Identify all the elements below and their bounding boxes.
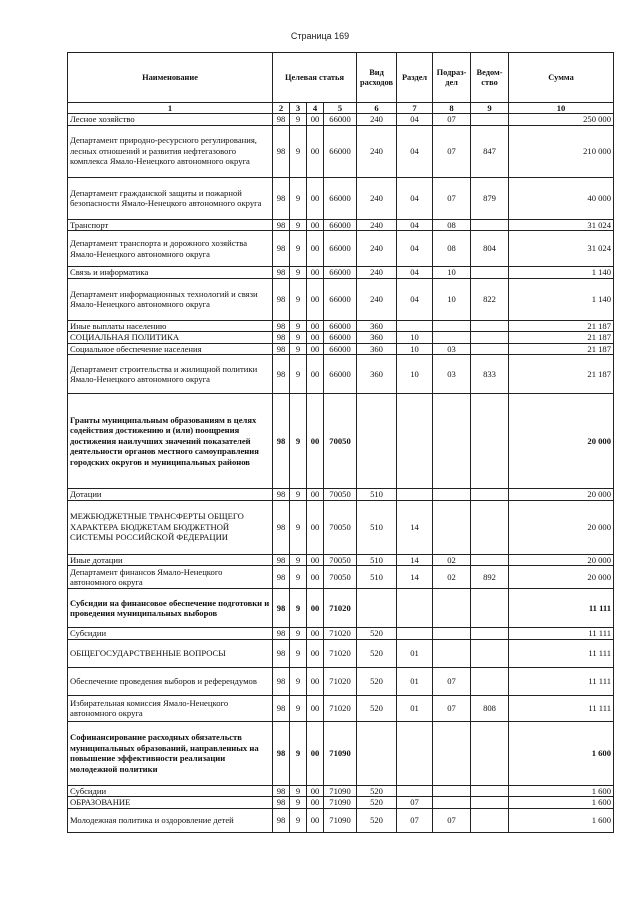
- cell-department: [471, 219, 509, 231]
- cell-subsection: [433, 639, 471, 667]
- cell-expense-type: 520: [357, 785, 397, 797]
- col-number: 10: [509, 103, 614, 114]
- cell-department: [471, 554, 509, 566]
- cell-expense-type: 240: [357, 278, 397, 320]
- column-number-row: [68, 103, 614, 114]
- cell-section: [397, 785, 433, 797]
- cell-expense-type: 510: [357, 500, 397, 554]
- cell-target-2: 9: [290, 721, 307, 785]
- cell-target-2: 9: [290, 695, 307, 721]
- cell-target-2: 9: [290, 589, 307, 628]
- cell-name: МЕЖБЮДЖЕТНЫЕ ТРАНСФЕРТЫ ОБЩЕГО ХАРАКТЕРА БЮДЖЕТАМ БЮДЖЕТНОЙ СИСТЕМЫ РОССИЙСКОЙ ФЕДЕРАЦИИ: [68, 500, 273, 554]
- table-row: [68, 628, 614, 640]
- cell-department: 833: [471, 355, 509, 394]
- table-row: [68, 343, 614, 355]
- cell-section: 04: [397, 177, 433, 219]
- cell-subsection: 10: [433, 278, 471, 320]
- cell-target-3: 00: [307, 355, 324, 394]
- cell-target-4: 71090: [324, 721, 357, 785]
- cell-target-4: 66000: [324, 125, 357, 177]
- cell-sum: 250 000: [509, 114, 614, 126]
- cell-name: ОБРАЗОВАНИЕ: [68, 797, 273, 809]
- col-number: 1: [68, 103, 273, 114]
- cell-section: 04: [397, 125, 433, 177]
- cell-section: 04: [397, 114, 433, 126]
- budget-table: [67, 52, 614, 833]
- table-row: [68, 278, 614, 320]
- cell-department: [471, 114, 509, 126]
- cell-expense-type: 520: [357, 695, 397, 721]
- cell-target-2: 9: [290, 808, 307, 832]
- cell-target-2: 9: [290, 320, 307, 332]
- table-row: [68, 785, 614, 797]
- cell-target-4: 70050: [324, 489, 357, 501]
- cell-sum: 20 000: [509, 554, 614, 566]
- cell-target-2: 9: [290, 797, 307, 809]
- cell-department: [471, 343, 509, 355]
- cell-section: 04: [397, 219, 433, 231]
- cell-department: [471, 320, 509, 332]
- cell-subsection: 07: [433, 114, 471, 126]
- cell-target-1: 98: [273, 278, 290, 320]
- cell-target-1: 98: [273, 695, 290, 721]
- cell-subsection: [433, 721, 471, 785]
- cell-name: Иные выплаты населению: [68, 320, 273, 332]
- cell-department: [471, 332, 509, 344]
- table-body: [68, 114, 614, 833]
- cell-name: Департамент природно-ресурсного регулирования, лесных отношений и развития нефтегазового комплекса Ямало-Ненецкого автономного округа: [68, 125, 273, 177]
- cell-section: 04: [397, 278, 433, 320]
- cell-department: 804: [471, 231, 509, 267]
- cell-target-1: 98: [273, 320, 290, 332]
- cell-sum: 1 600: [509, 721, 614, 785]
- cell-target-2: 9: [290, 231, 307, 267]
- cell-department: [471, 797, 509, 809]
- cell-expense-type: 240: [357, 125, 397, 177]
- table-row: [68, 219, 614, 231]
- cell-department: 808: [471, 695, 509, 721]
- cell-target-1: 98: [273, 808, 290, 832]
- cell-target-2: 9: [290, 267, 307, 279]
- cell-target-3: 00: [307, 797, 324, 809]
- col-number: 2: [273, 103, 290, 114]
- cell-department: [471, 721, 509, 785]
- cell-section: 10: [397, 343, 433, 355]
- cell-name: Лесное хозяйство: [68, 114, 273, 126]
- cell-target-3: 00: [307, 394, 324, 489]
- cell-target-2: 9: [290, 554, 307, 566]
- cell-target-1: 98: [273, 639, 290, 667]
- cell-target-2: 9: [290, 343, 307, 355]
- cell-target-3: 00: [307, 785, 324, 797]
- table-row: [68, 566, 614, 589]
- cell-name: Социальное обеспечение населения: [68, 343, 273, 355]
- cell-target-1: 98: [273, 114, 290, 126]
- cell-subsection: 02: [433, 566, 471, 589]
- cell-sum: 31 024: [509, 231, 614, 267]
- cell-target-4: 70050: [324, 500, 357, 554]
- cell-target-4: 70050: [324, 394, 357, 489]
- cell-sum: 210 000: [509, 125, 614, 177]
- cell-expense-type: 360: [357, 332, 397, 344]
- cell-expense-type: [357, 721, 397, 785]
- cell-target-3: 00: [307, 589, 324, 628]
- cell-subsection: 08: [433, 219, 471, 231]
- table-row: [68, 267, 614, 279]
- cell-target-4: 71090: [324, 785, 357, 797]
- cell-department: [471, 667, 509, 695]
- cell-target-3: 00: [307, 489, 324, 501]
- cell-subsection: 03: [433, 343, 471, 355]
- cell-subsection: [433, 500, 471, 554]
- cell-name: Связь и информатика: [68, 267, 273, 279]
- cell-subsection: [433, 785, 471, 797]
- cell-name: Субсидии: [68, 785, 273, 797]
- cell-target-1: 98: [273, 219, 290, 231]
- cell-target-3: 00: [307, 219, 324, 231]
- cell-expense-type: 520: [357, 628, 397, 640]
- cell-sum: 1 600: [509, 808, 614, 832]
- cell-target-2: 9: [290, 177, 307, 219]
- cell-sum: 20 000: [509, 489, 614, 501]
- cell-expense-type: 510: [357, 489, 397, 501]
- cell-name: Дотации: [68, 489, 273, 501]
- cell-section: 14: [397, 566, 433, 589]
- cell-target-2: 9: [290, 566, 307, 589]
- cell-section: [397, 394, 433, 489]
- cell-expense-type: 240: [357, 267, 397, 279]
- table-row: [68, 667, 614, 695]
- cell-department: [471, 394, 509, 489]
- cell-section: 01: [397, 695, 433, 721]
- cell-name: Субсидии: [68, 628, 273, 640]
- cell-target-3: 00: [307, 628, 324, 640]
- cell-subsection: [433, 489, 471, 501]
- cell-target-1: 98: [273, 589, 290, 628]
- cell-subsection: [433, 320, 471, 332]
- table-row: [68, 320, 614, 332]
- cell-target-3: 00: [307, 320, 324, 332]
- cell-section: 07: [397, 808, 433, 832]
- cell-target-2: 9: [290, 667, 307, 695]
- cell-sum: 20 000: [509, 500, 614, 554]
- cell-target-4: 66000: [324, 355, 357, 394]
- cell-sum: 11 111: [509, 695, 614, 721]
- table-row: [68, 114, 614, 126]
- cell-target-2: 9: [290, 332, 307, 344]
- col-number: 8: [433, 103, 471, 114]
- header-department: Ведом-ство: [471, 53, 509, 103]
- cell-target-1: 98: [273, 667, 290, 695]
- cell-sum: 11 111: [509, 589, 614, 628]
- cell-target-3: 00: [307, 566, 324, 589]
- table-row: [68, 177, 614, 219]
- cell-target-3: 00: [307, 808, 324, 832]
- cell-sum: 20 000: [509, 394, 614, 489]
- cell-target-4: 71020: [324, 628, 357, 640]
- cell-target-4: 70050: [324, 566, 357, 589]
- header-target-article: Целевая статья: [273, 53, 357, 103]
- cell-target-1: 98: [273, 500, 290, 554]
- cell-target-3: 00: [307, 695, 324, 721]
- table-row: [68, 554, 614, 566]
- header-expense-type: Вид расходов: [357, 53, 397, 103]
- cell-target-2: 9: [290, 114, 307, 126]
- cell-subsection: [433, 628, 471, 640]
- cell-target-3: 00: [307, 500, 324, 554]
- cell-target-4: 66000: [324, 177, 357, 219]
- cell-target-4: 71020: [324, 639, 357, 667]
- header-section: Раздел: [397, 53, 433, 103]
- col-number: 7: [397, 103, 433, 114]
- cell-expense-type: 240: [357, 219, 397, 231]
- cell-department: [471, 639, 509, 667]
- cell-name: Департамент строительства и жилищной политики Ямало-Ненецкого автономного округа: [68, 355, 273, 394]
- table-row: [68, 808, 614, 832]
- cell-target-2: 9: [290, 278, 307, 320]
- cell-target-3: 00: [307, 125, 324, 177]
- table-row: [68, 489, 614, 501]
- cell-section: [397, 320, 433, 332]
- cell-department: [471, 500, 509, 554]
- cell-target-1: 98: [273, 721, 290, 785]
- cell-department: 892: [471, 566, 509, 589]
- cell-expense-type: 360: [357, 343, 397, 355]
- cell-department: [471, 489, 509, 501]
- cell-target-4: 71090: [324, 808, 357, 832]
- cell-target-1: 98: [273, 125, 290, 177]
- col-number: 4: [307, 103, 324, 114]
- table-row: [68, 125, 614, 177]
- cell-target-3: 00: [307, 667, 324, 695]
- table-row: [68, 332, 614, 344]
- cell-section: 10: [397, 355, 433, 394]
- cell-expense-type: 510: [357, 554, 397, 566]
- cell-target-4: 70050: [324, 554, 357, 566]
- col-number: 6: [357, 103, 397, 114]
- cell-target-3: 00: [307, 231, 324, 267]
- cell-sum: 11 111: [509, 628, 614, 640]
- cell-name: Департамент гражданской защиты и пожарной безопасности Ямало-Ненецкого автономного округа: [68, 177, 273, 219]
- col-number: 5: [324, 103, 357, 114]
- col-number: 3: [290, 103, 307, 114]
- cell-target-4: 66000: [324, 320, 357, 332]
- cell-subsection: 03: [433, 355, 471, 394]
- cell-name: Департамент финансов Ямало-Ненецкого автономного округа: [68, 566, 273, 589]
- cell-section: [397, 628, 433, 640]
- table-row: [68, 355, 614, 394]
- header-name: Наименование: [68, 53, 273, 103]
- cell-target-1: 98: [273, 177, 290, 219]
- table-row: [68, 231, 614, 267]
- cell-department: [471, 808, 509, 832]
- cell-sum: 1 600: [509, 785, 614, 797]
- cell-target-3: 00: [307, 721, 324, 785]
- cell-name: Избирательная комиссия Ямало-Ненецкого автономного округа: [68, 695, 273, 721]
- cell-name: ОБЩЕГОСУДАРСТВЕННЫЕ ВОПРОСЫ: [68, 639, 273, 667]
- table-row: [68, 394, 614, 489]
- cell-name: СОЦИАЛЬНАЯ ПОЛИТИКА: [68, 332, 273, 344]
- cell-department: [471, 589, 509, 628]
- cell-target-1: 98: [273, 797, 290, 809]
- table-row: [68, 639, 614, 667]
- cell-sum: 1 600: [509, 797, 614, 809]
- cell-sum: 31 024: [509, 219, 614, 231]
- cell-target-3: 00: [307, 177, 324, 219]
- cell-target-4: 66000: [324, 231, 357, 267]
- cell-target-1: 98: [273, 566, 290, 589]
- cell-expense-type: 240: [357, 114, 397, 126]
- cell-target-2: 9: [290, 785, 307, 797]
- cell-name: Департамент транспорта и дорожного хозяйства Ямало-Ненецкого автономного округа: [68, 231, 273, 267]
- table-row: [68, 721, 614, 785]
- cell-expense-type: 360: [357, 320, 397, 332]
- cell-expense-type: 520: [357, 639, 397, 667]
- cell-expense-type: 520: [357, 667, 397, 695]
- cell-target-2: 9: [290, 489, 307, 501]
- cell-target-4: 71090: [324, 797, 357, 809]
- cell-target-1: 98: [273, 332, 290, 344]
- cell-subsection: 07: [433, 808, 471, 832]
- cell-target-2: 9: [290, 355, 307, 394]
- table-row: [68, 589, 614, 628]
- cell-target-4: 66000: [324, 219, 357, 231]
- cell-target-1: 98: [273, 343, 290, 355]
- cell-target-3: 00: [307, 278, 324, 320]
- cell-department: 879: [471, 177, 509, 219]
- cell-expense-type: [357, 394, 397, 489]
- cell-target-3: 00: [307, 639, 324, 667]
- cell-section: [397, 489, 433, 501]
- cell-target-3: 00: [307, 114, 324, 126]
- cell-target-3: 00: [307, 332, 324, 344]
- table-row: [68, 500, 614, 554]
- cell-target-4: 71020: [324, 589, 357, 628]
- cell-target-4: 66000: [324, 278, 357, 320]
- cell-name: Софинансирование расходных обязательств муниципальных образований, направленных на повышение эффективности реализации молодежной политики: [68, 721, 273, 785]
- cell-subsection: 02: [433, 554, 471, 566]
- cell-expense-type: 520: [357, 797, 397, 809]
- cell-subsection: 07: [433, 125, 471, 177]
- cell-sum: 21 187: [509, 320, 614, 332]
- cell-department: [471, 785, 509, 797]
- cell-section: 04: [397, 267, 433, 279]
- cell-sum: 21 187: [509, 332, 614, 344]
- cell-target-2: 9: [290, 394, 307, 489]
- col-number: 9: [471, 103, 509, 114]
- cell-target-3: 00: [307, 267, 324, 279]
- cell-department: [471, 628, 509, 640]
- cell-sum: 11 111: [509, 667, 614, 695]
- cell-target-4: 66000: [324, 332, 357, 344]
- cell-subsection: [433, 797, 471, 809]
- header-subsection: Подраз-дел: [433, 53, 471, 103]
- cell-target-4: 71020: [324, 695, 357, 721]
- cell-subsection: 07: [433, 695, 471, 721]
- cell-target-1: 98: [273, 267, 290, 279]
- cell-section: [397, 721, 433, 785]
- cell-target-2: 9: [290, 219, 307, 231]
- table-row: [68, 797, 614, 809]
- cell-name: Транспорт: [68, 219, 273, 231]
- cell-department: 822: [471, 278, 509, 320]
- cell-target-1: 98: [273, 554, 290, 566]
- cell-name: Субсидии на финансовое обеспечение подготовки и проведения муниципальных выборов: [68, 589, 273, 628]
- cell-target-2: 9: [290, 639, 307, 667]
- cell-department: 847: [471, 125, 509, 177]
- cell-target-2: 9: [290, 125, 307, 177]
- cell-sum: 21 187: [509, 355, 614, 394]
- cell-target-2: 9: [290, 500, 307, 554]
- cell-sum: 21 187: [509, 343, 614, 355]
- cell-section: 01: [397, 639, 433, 667]
- cell-target-3: 00: [307, 554, 324, 566]
- cell-department: [471, 267, 509, 279]
- cell-section: 07: [397, 797, 433, 809]
- cell-expense-type: 510: [357, 566, 397, 589]
- cell-target-1: 98: [273, 489, 290, 501]
- cell-target-3: 00: [307, 343, 324, 355]
- cell-subsection: 07: [433, 667, 471, 695]
- cell-target-2: 9: [290, 628, 307, 640]
- header-sum: Сумма: [509, 53, 614, 103]
- cell-target-1: 98: [273, 785, 290, 797]
- cell-target-4: 66000: [324, 343, 357, 355]
- cell-section: 04: [397, 231, 433, 267]
- cell-section: 14: [397, 500, 433, 554]
- cell-sum: 20 000: [509, 566, 614, 589]
- cell-name: Иные дотации: [68, 554, 273, 566]
- cell-name: Обеспечение проведения выборов и референдумов: [68, 667, 273, 695]
- cell-target-4: 71020: [324, 667, 357, 695]
- cell-expense-type: 520: [357, 808, 397, 832]
- cell-sum: 1 140: [509, 267, 614, 279]
- cell-subsection: 10: [433, 267, 471, 279]
- cell-expense-type: 240: [357, 177, 397, 219]
- cell-name: Департамент информационных технологий и связи Ямало-Ненецкого автономного округа: [68, 278, 273, 320]
- cell-subsection: [433, 394, 471, 489]
- cell-subsection: 08: [433, 231, 471, 267]
- cell-name: Молодежная политика и оздоровление детей: [68, 808, 273, 832]
- cell-name: Гранты муниципальным образованиям в целях содействия достижению и (или) поощрения достижения наилучших значений показателей деятельности органов местного самоуправления городских округов и муниципальных районов: [68, 394, 273, 489]
- cell-expense-type: 240: [357, 231, 397, 267]
- cell-subsection: [433, 332, 471, 344]
- cell-target-1: 98: [273, 231, 290, 267]
- cell-sum: 1 140: [509, 278, 614, 320]
- cell-target-4: 66000: [324, 114, 357, 126]
- cell-subsection: 07: [433, 177, 471, 219]
- cell-subsection: [433, 589, 471, 628]
- cell-section: 10: [397, 332, 433, 344]
- cell-section: [397, 589, 433, 628]
- cell-expense-type: 360: [357, 355, 397, 394]
- cell-target-1: 98: [273, 628, 290, 640]
- cell-target-4: 66000: [324, 267, 357, 279]
- table-row: [68, 695, 614, 721]
- cell-sum: 40 000: [509, 177, 614, 219]
- table-header-row: [68, 53, 614, 103]
- cell-section: 14: [397, 554, 433, 566]
- cell-section: 01: [397, 667, 433, 695]
- cell-target-1: 98: [273, 394, 290, 489]
- cell-target-1: 98: [273, 355, 290, 394]
- cell-sum: 11 111: [509, 639, 614, 667]
- cell-expense-type: [357, 589, 397, 628]
- page-number-label: Страница 169: [290, 31, 350, 41]
